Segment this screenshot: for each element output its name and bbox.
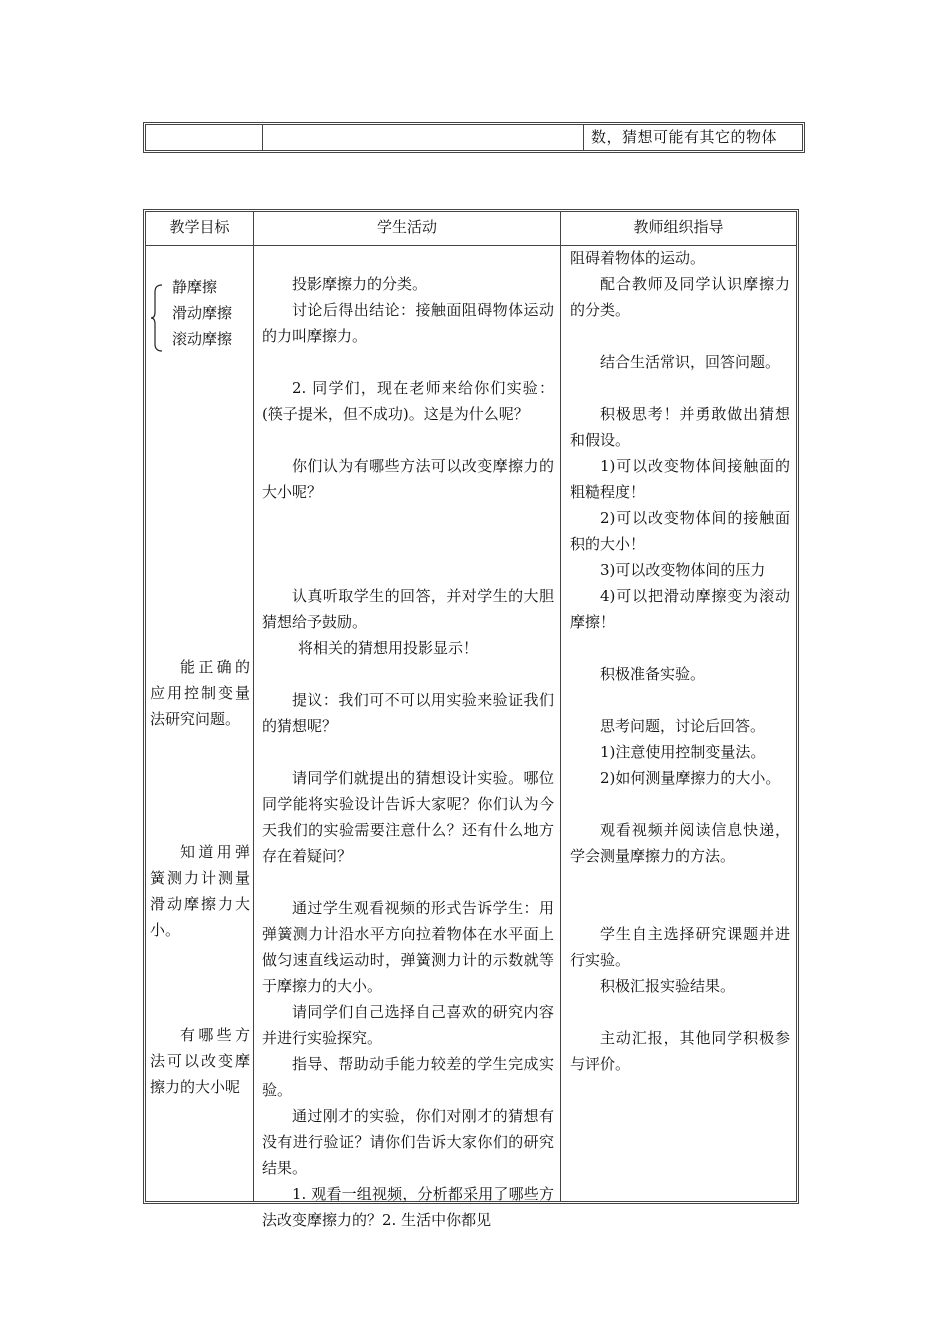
- header-teacher-guidance: 教师组织指导: [633, 218, 724, 236]
- paragraph: 4)可以把滑动摩擦变为滚动摩擦！: [570, 587, 790, 631]
- paragraph: 主动汇报，其他同学积极参与评价。: [570, 1029, 790, 1073]
- paragraph: 请同学们就提出的猜想设计实验。哪位同学能将实验设计告诉大家呢？你们认为今天我们的实验需要注意什么？还有什么地方存在着疑问？: [262, 769, 554, 865]
- continuation-cell-student: [262, 125, 584, 150]
- column-divider: [560, 212, 561, 1201]
- continuation-text: 数，猜想可能有其它的物体: [591, 128, 778, 146]
- paragraph: 将相关的猜想用投影显示！: [298, 639, 479, 657]
- continuation-table: [143, 122, 805, 153]
- goal-control-variables: 能正确的应用控制变量法研究问题。: [150, 658, 250, 728]
- friction-type-static: 静摩擦: [172, 278, 218, 296]
- paragraph: 通过刚才的实验，你们对刚才的猜想有没有进行验证？请你们告诉大家你们的研究结果。: [262, 1107, 554, 1177]
- paragraph: 结合生活常识，回答问题。: [600, 353, 781, 371]
- paragraph: 积极思考！并勇敢做出猜想和假设。: [570, 405, 790, 449]
- paragraph: 1)注意使用控制变量法。: [600, 743, 766, 761]
- paragraph: 通过学生观看视频的形式告诉学生：用弹簧测力计沿水平方向拉着物体在水平面上做匀速直线运动时，弹簧测力计的示数就等于摩擦力的大小。: [262, 899, 554, 995]
- paragraph: 观看视频并阅读信息快递，学会测量摩擦力的方法。: [570, 821, 790, 865]
- continuation-cell-goal: [146, 125, 263, 150]
- paragraph: 提议：我们可不可以用实验来验证我们的猜想呢？: [262, 691, 554, 735]
- goal-spring-scale: 知道用弹簧测力计测量滑动摩擦力大小。: [150, 843, 250, 939]
- column-divider: [253, 212, 254, 1201]
- paragraph: 积极准备实验。: [600, 665, 706, 683]
- paragraph: 讨论后得出结论：接触面阻碍物体运动的力叫摩擦力。: [262, 301, 554, 345]
- continuation-cell-teacher: [583, 125, 802, 150]
- paragraph: 积极汇报实验结果。: [600, 977, 736, 995]
- paragraph: 学生自主选择研究课题并进行实验。: [570, 925, 790, 969]
- goal-change-friction: 有哪些方法可以改变摩擦力的大小呢: [150, 1026, 250, 1096]
- friction-types-list: [172, 274, 232, 352]
- header-student-activity: 学生活动: [376, 218, 437, 236]
- friction-type-sliding: 滑动摩擦: [172, 304, 233, 322]
- paragraph: 认真听取学生的回答，并对学生的大胆猜想给予鼓励。: [262, 587, 554, 631]
- teacher-guidance-content: [570, 245, 790, 1077]
- paragraph: 你们认为有哪些方法可以改变摩擦力的大小呢？: [262, 457, 554, 501]
- paragraph: 阻碍着物体的运动。: [570, 249, 706, 267]
- student-activity-content: [262, 271, 554, 1233]
- paragraph: 1)可以改变物体间接触面的粗糙程度！: [570, 457, 790, 501]
- paragraph: 1. 观看一组视频，分析都采用了哪些方法改变摩擦力的？2. 生活中你都见: [262, 1185, 554, 1229]
- paragraph: 指导、帮助动手能力较差的学生完成实验。: [262, 1055, 554, 1099]
- paragraph: 配合教师及同学认识摩擦力的分类。: [570, 275, 790, 319]
- paragraph: 思考问题，讨论后回答。: [600, 717, 766, 735]
- lesson-table: [143, 209, 799, 1229]
- header-teaching-goal: 教学目标: [169, 218, 230, 236]
- paragraph: 2)如何测量摩擦力的大小。: [600, 769, 781, 787]
- friction-type-rolling: 滚动摩擦: [172, 330, 233, 348]
- paragraph: 请同学们自己选择自己喜欢的研究内容并进行实验探究。: [262, 1003, 554, 1047]
- brace-icon: [150, 284, 164, 352]
- paragraph: 2)可以改变物体间的接触面积的大小！: [570, 509, 790, 553]
- paragraph: 投影摩擦力的分类。: [292, 275, 428, 293]
- paragraph: 3)可以改变物体间的压力: [600, 561, 766, 579]
- paragraph: 2. 同学们，现在老师来给你们实验：(筷子提米，但不成功)。这是为什么呢？: [262, 379, 554, 423]
